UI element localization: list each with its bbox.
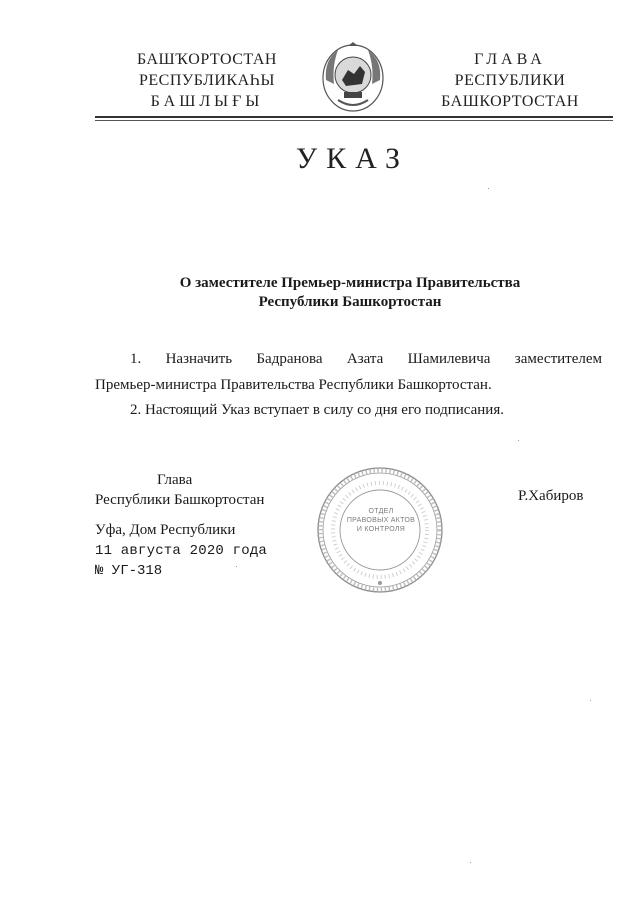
- stamp-inner-text: [344, 507, 418, 534]
- signer-name: Р.Хабиров: [518, 488, 584, 504]
- scan-speck: [518, 440, 519, 441]
- stamp-line-2: ПРАВОВЫХ АКТОВ: [346, 517, 416, 524]
- scan-speck: [488, 188, 489, 189]
- coat-of-arms-emblem-icon: [318, 40, 388, 114]
- header-left-line-3: БАШЛЫҒЫ: [150, 93, 264, 110]
- scan-speck: [470, 862, 471, 863]
- paragraph-1-line-1: 1. Назначить Бадранова Азата Шамилевича заместителем: [130, 351, 602, 367]
- header-right-title: [420, 49, 600, 112]
- header-divider-thick: [95, 116, 613, 118]
- header-divider-thin: [95, 120, 613, 121]
- subject-line-1: О заместителе Премьер-министра Правительства: [179, 275, 521, 291]
- signature-title-line-2: Республики Башкортостан: [95, 492, 265, 508]
- header-right-line-1: ГЛАВА: [474, 51, 546, 68]
- paragraph-2: 2. Настоящий Указ вступает в силу со дня его подписания.: [130, 402, 504, 418]
- header-left-title: [112, 49, 302, 112]
- paragraph-1-line-2: Премьер-министра Правительства Республики Башкортостан.: [95, 377, 492, 393]
- signing-date: 11 августа 2020 года: [95, 543, 268, 559]
- header-right-line-2: РЕСПУБЛИКИ: [454, 72, 566, 89]
- scan-speck: [590, 700, 591, 701]
- header-left-line-1: БАШҠОРТОСТАН: [137, 51, 277, 68]
- scan-speck: [236, 566, 237, 567]
- stamp-line-3: И КОНТРОЛЯ: [356, 526, 406, 533]
- signing-place: Уфа, Дом Республики: [95, 522, 236, 538]
- signature-title-line-1: Глава: [157, 472, 193, 488]
- document-title: УКАЗ: [295, 142, 410, 175]
- signature-title: [95, 470, 275, 510]
- subject-line-2: Республики Башкортостан: [258, 294, 442, 310]
- header-left-line-2: РЕСПУБЛИКАҺЫ: [139, 72, 275, 89]
- document-subject: [90, 274, 610, 312]
- header-right-line-3: БАШКОРТОСТАН: [441, 93, 579, 110]
- stamp-line-1: ОТДЕЛ: [368, 508, 394, 515]
- decree-number: № УГ-318: [95, 563, 163, 579]
